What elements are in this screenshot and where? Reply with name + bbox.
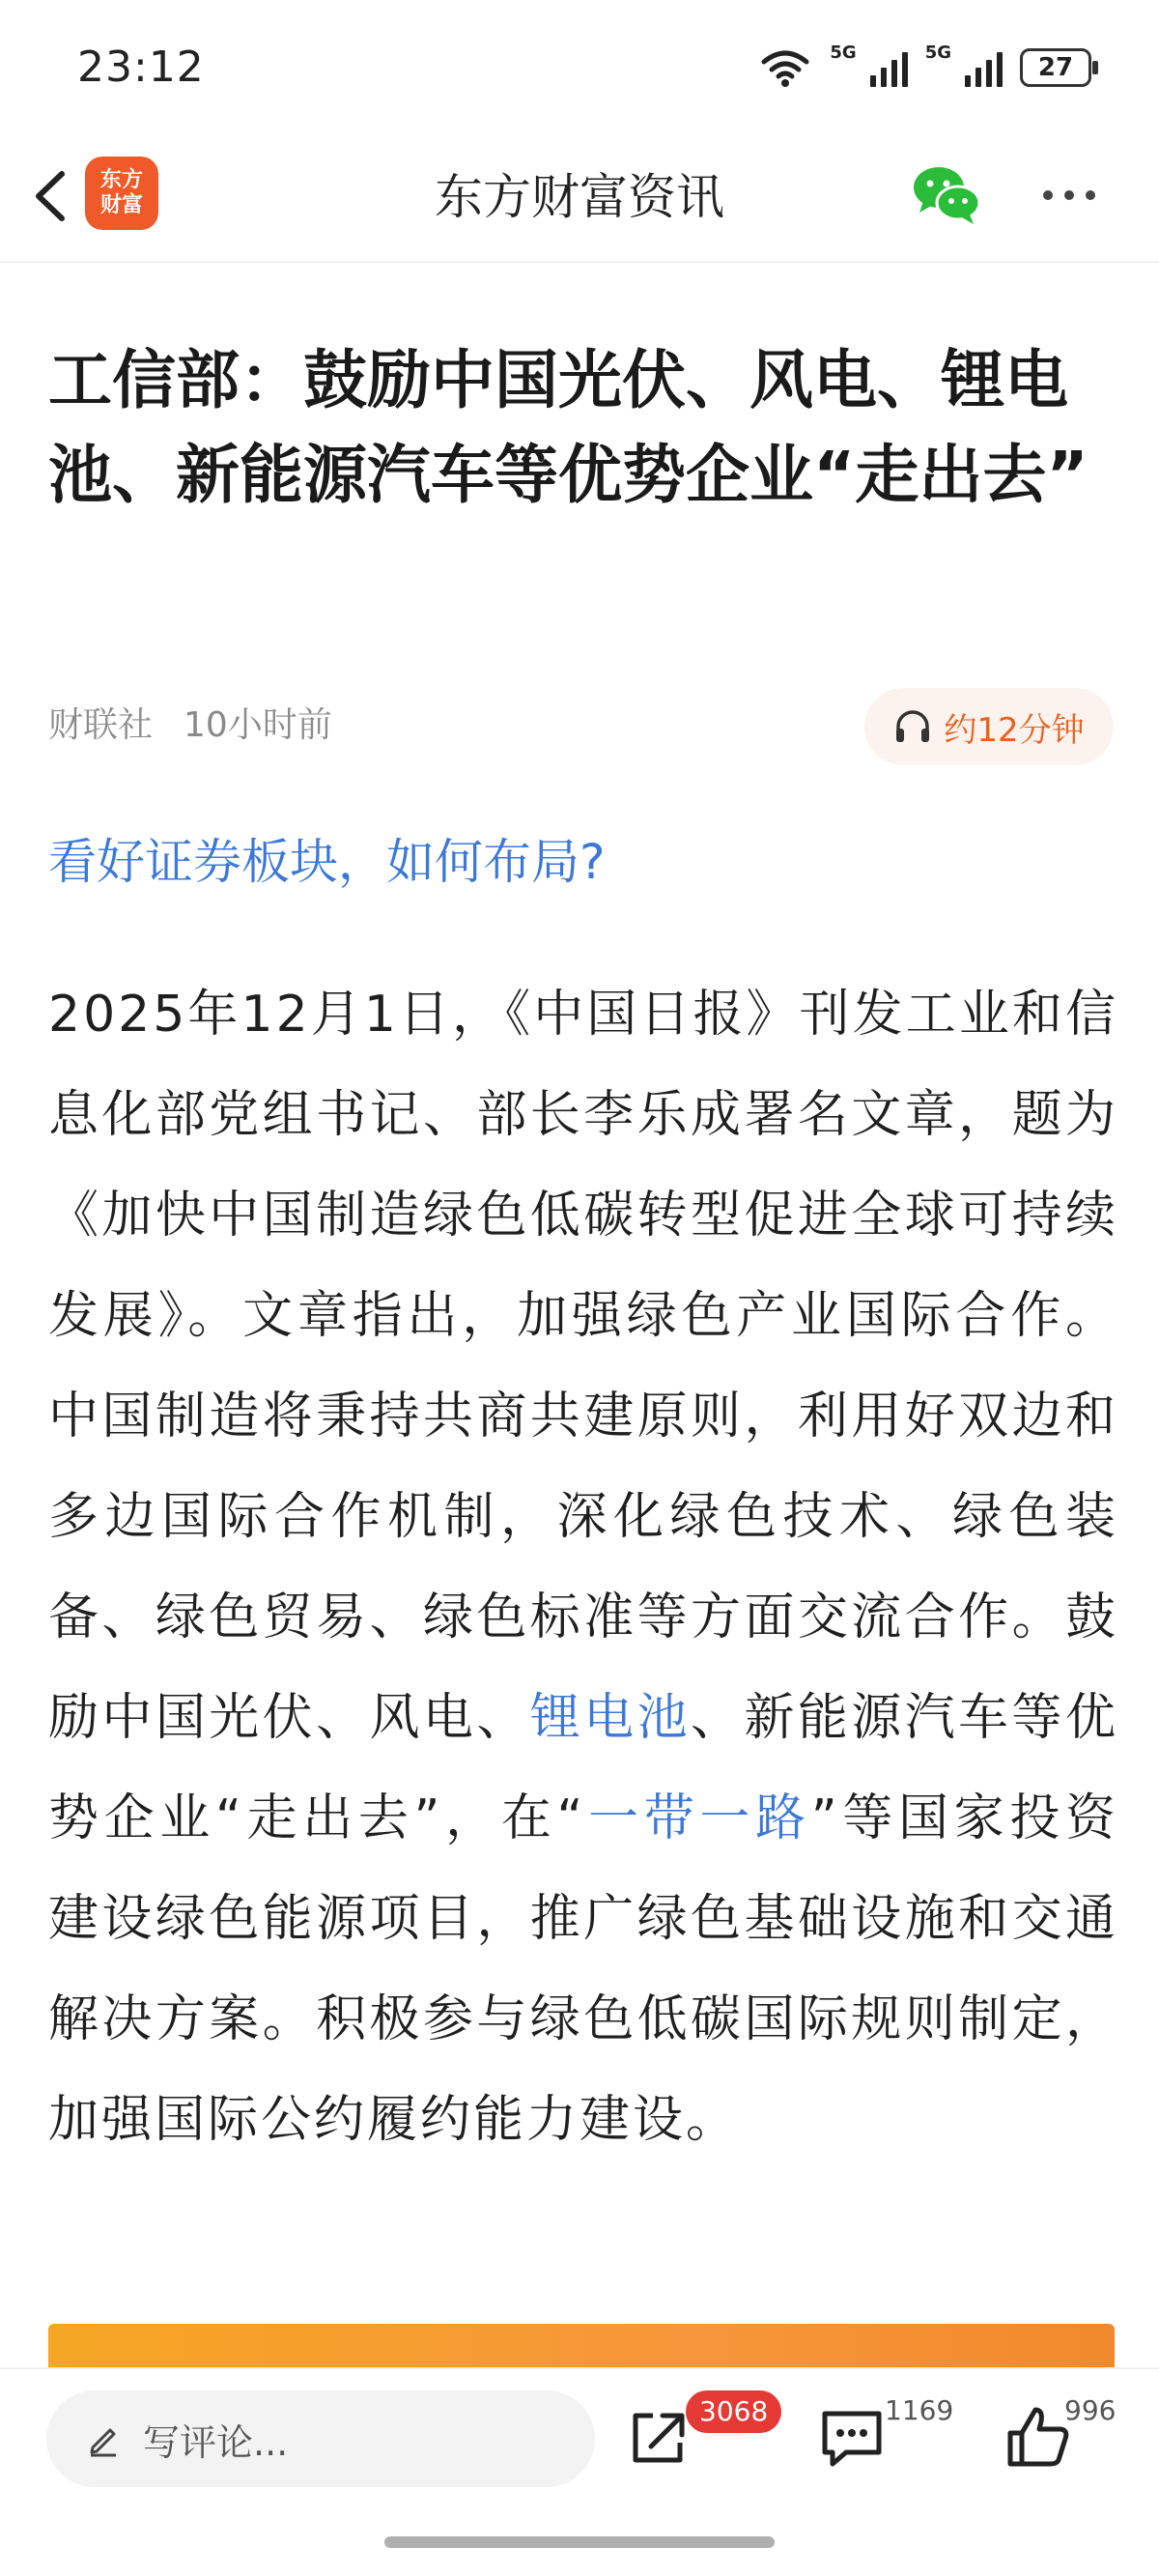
comment-icon[interactable]	[813, 2398, 890, 2476]
wifi-icon	[758, 46, 812, 89]
app-logo[interactable]	[85, 157, 158, 230]
listen-button[interactable]	[864, 688, 1114, 765]
home-indicator[interactable]	[384, 2536, 775, 2548]
promo-link[interactable]: 看好证券板块，如何布局?	[48, 834, 606, 890]
share-count-badge: 3068	[686, 2390, 781, 2433]
article-time: 10小时前	[184, 705, 332, 745]
comment-input[interactable]	[46, 2390, 595, 2487]
signal1-label: 5G	[830, 43, 857, 63]
keyword-link-lithium-battery[interactable]: 锂电池	[529, 1689, 692, 1747]
battery-level: 27	[1037, 53, 1074, 82]
comment-placeholder: 写评论...	[143, 2420, 289, 2464]
nav-bar	[0, 135, 1159, 263]
body-text-1: 2025年12月1日，《中国日报》刊发工业和信息化部党组书记、部长李乐成署名文章，题为《加快中国制造绿色低碳转型促进全球可持续发展》。文章指出，加强绿色产业国际合作。中国制造将秉持共商共建原则，利用好双边和多边国际合作机制，深化绿色技术、绿色装备、绿色贸易、绿色标准等方面交流合作。鼓励中国光伏、风电、	[48, 986, 1118, 1747]
article-body	[48, 964, 1118, 2170]
logo-line1: 东方	[99, 168, 143, 192]
keyword-link-belt-and-road[interactable]: 一带一路	[585, 1789, 811, 1847]
wechat-icon[interactable]	[912, 162, 981, 226]
signal2-label: 5G	[924, 43, 951, 63]
signal-icon	[965, 48, 1003, 87]
battery-icon	[1020, 48, 1091, 87]
more-icon[interactable]	[1043, 186, 1111, 205]
audio-duration: 约12分钟	[944, 710, 1085, 750]
body-text-3: ”等国家投资建设绿色能源项目，推广绿色基础设施和交通解决方案。积极参与绿色低碳国际规则制定，加强国际公约履约能力建设。	[48, 1789, 1118, 2149]
nav-title: 东方财富资讯	[435, 169, 724, 225]
pencil-icon	[85, 2420, 122, 2457]
article-meta	[48, 698, 332, 747]
status-bar	[0, 0, 1159, 135]
status-icons	[758, 43, 1091, 93]
status-time: 23:12	[77, 43, 205, 92]
headphones-icon	[893, 709, 932, 744]
like-count: 996	[1064, 2394, 1117, 2426]
body-text-2: 、新能源汽车等优势企业“走出去”，在“	[48, 1689, 1118, 1847]
signal-icon	[870, 48, 908, 87]
article-headline: 工信部：鼓励中国光伏、风电、锂电池、新能源汽车等优势企业“走出去”	[48, 343, 1088, 512]
back-arrow-icon[interactable]	[23, 162, 81, 230]
comment-count: 1169	[885, 2394, 954, 2426]
article-source[interactable]: 财联社	[48, 705, 154, 745]
logo-line2: 财富	[99, 193, 143, 217]
